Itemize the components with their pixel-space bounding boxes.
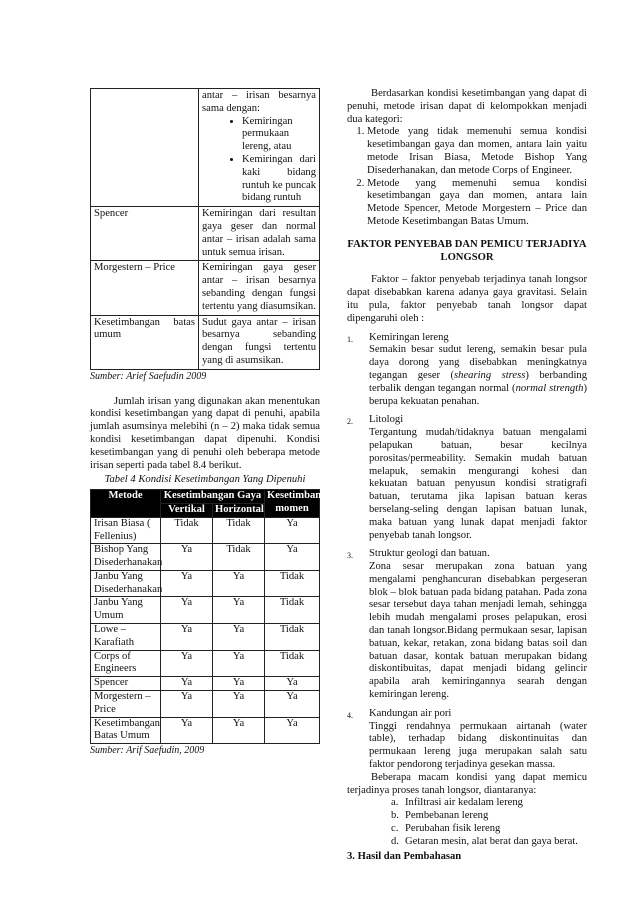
moment-cell: Tidak	[265, 650, 320, 677]
assumption-cell: Sudut gaya antar – irisan besarnya sebanding dengan fungsi tertentu yang di asumsikan.	[199, 315, 320, 369]
body-paragraph: Jumlah irisan yang digunakan akan menentukan kondisi kesetimbangan yang dapat di penuhi, apabila jumlah asumsinya melebihi (n – 2) maka tidak semua kondisi kesetimbangan dapat dipenuhi. Kondisi kesetimbangan yang di penuhi oleh beberapa metode irisan seperti pada tabel 8.4 berikut.	[90, 395, 320, 471]
assumption-cell: Kemiringan dari resultan gaya geser dan normal antar – irisan adalah sama untuk semua irisan.	[199, 207, 320, 261]
factor-title: Kandungan air pori	[369, 707, 452, 719]
list-item: a. Infiltrasi air kedalam lereng	[391, 797, 523, 809]
table-row	[91, 207, 320, 261]
list-item: d. Getaran mesin, alat berat dan gaya berat.	[391, 835, 578, 847]
moment-cell: Tidak	[265, 624, 320, 651]
table-row	[91, 677, 320, 691]
factor-body	[369, 548, 587, 702]
horizontal-cell: Tidak	[213, 544, 265, 571]
table-row	[91, 570, 320, 597]
vertical-cell: Ya	[161, 544, 213, 571]
horizontal-cell: Ya	[213, 650, 265, 677]
table-row	[91, 261, 320, 315]
left-column	[90, 88, 338, 758]
header-metode: Metode	[91, 490, 161, 518]
list-item: 1. Metode yang tidak memenuhi semua kondisi kesetimbangan gaya dan momen, antara lain yaitu metode Irisan Biasa, Metode Bishop Yang Disederhanakan, dan metode Corps of Engineer.	[367, 126, 587, 177]
header-gaya: Kesetimbangan Gaya	[161, 490, 265, 504]
category-list	[347, 126, 587, 228]
factor-number: 4.	[347, 710, 353, 720]
table-header-row	[91, 490, 320, 504]
horizontal-cell: Ya	[213, 570, 265, 597]
method-cell: Janbu Yang Disederhanakan	[91, 570, 161, 597]
moment-cell: Ya	[265, 517, 320, 544]
horizontal-cell: Ya	[213, 677, 265, 691]
slice-method-table	[90, 88, 320, 370]
moment-cell: Tidak	[265, 570, 320, 597]
factor-title: Kemiringan lereng	[369, 331, 449, 343]
factor-item	[347, 708, 587, 772]
horizontal-cell: Ya	[213, 717, 265, 744]
moment-cell: Ya	[265, 677, 320, 691]
factor-item	[347, 548, 587, 702]
header-vertikal: Vertikal	[161, 503, 213, 517]
table-row	[91, 650, 320, 677]
table-row	[91, 89, 320, 207]
body-paragraph: Faktor – faktor penyebab terjadinya tanah longsor dapat disebabkan karena adanya gaya gravitasi. Selain itu pula, faktor penyebab tanah longsor dapat dipengaruhi oleh :	[347, 274, 587, 324]
section-title: 3. Hasil dan Pembahasan	[347, 850, 462, 862]
moment-cell: Tidak	[265, 597, 320, 624]
method-cell: Janbu Yang Umum	[91, 597, 161, 624]
method-cell	[91, 89, 199, 207]
vertical-cell: Ya	[161, 691, 213, 718]
method-cell: Bishop Yang Disederhanakan	[91, 544, 161, 571]
table1-source: Sumber: Arief Saefudin 2009	[90, 370, 207, 382]
vertical-cell: Ya	[161, 677, 213, 691]
factor-body	[369, 414, 587, 542]
bullet-item: • Kemiringan permukaan lereng, atau	[242, 116, 316, 154]
table-row	[91, 717, 320, 744]
assumption-cell: antar – irisan besarnya sama dengan: • Kemiringan permukaan lereng, atau • Kemiringan dari kaki bidang runtuh ke puncak bidang runtuh	[199, 89, 320, 207]
method-cell: Kesetimbangan Batas Umum	[91, 717, 161, 744]
factor-text: Tinggi rendahnya permukaan airtanah (water table), terhadap bidang diskontinuitas dan permukaan lereng juga merupakan salah satu faktor pendorong terjadinya gesekan massa.	[369, 720, 587, 771]
horizontal-cell: Ya	[213, 691, 265, 718]
table-row	[91, 691, 320, 718]
list-item: c. Perubahan fisik lereng	[391, 823, 501, 835]
moment-cell: Ya	[265, 691, 320, 718]
factor-text: Semakin besar sudut lereng, semakin besar pula daya dorong yang disebabkan meningkatnya tegangan geser (shearing stress) berbanding terbalik dengan tegangan normal (normal strength) berupa kekuatan penahan.	[369, 344, 587, 407]
factor-title: Struktur geologi dan batuan.	[369, 548, 490, 560]
assumption-cell: Kemiringan gaya geser antar – irisan besarnya sebanding dengan fungsi tertentu yang diasumsikan.	[199, 261, 320, 315]
table-row	[91, 544, 320, 571]
vertical-cell: Tidak	[161, 517, 213, 544]
vertical-cell: Ya	[161, 717, 213, 744]
factor-text: Zona sesar merupakan zona batuan yang mengalami penghancuran disebabkan pergeseran blok – blok batuan pada bidang patahan. Pada zona sesar tersebut daya tahan menjadi lemah, sehingga lebih mudah mengalami proses pelapukan, erosi dan tanah longsor.Bidang permukaan sesar, lapisan batuan, kekar, retakan, zona bidang batas soil dan batuan dasar, kontak batuan merupakan bidang diskontibuitas, dapat menjadi bidang gelincir apabila arah kemiringannya searah dengan kemiringan lereng.	[369, 561, 587, 701]
factor-body	[369, 708, 587, 772]
horizontal-cell: Ya	[213, 624, 265, 651]
equilibrium-table	[90, 489, 338, 744]
factor-item	[347, 332, 587, 409]
right-column	[347, 88, 587, 863]
list-item: b. Pembebanan lereng	[391, 810, 489, 822]
assumption-bullets	[202, 116, 316, 206]
bullet-item: • Kemiringan dari kaki bidang runtuh ke puncak bidang runtuh	[242, 154, 316, 205]
horizontal-cell: Tidak	[213, 517, 265, 544]
trigger-list	[347, 797, 587, 848]
header-momen: Kesetimbangan momen	[265, 490, 320, 518]
factor-number: 1.	[347, 334, 353, 344]
method-cell: Irisan Biasa ( Fellenius)	[91, 517, 161, 544]
body-paragraph: Beberapa macam kondisi yang dapat memicu terjadinya proses tanah longsor, diantaranya:	[347, 771, 587, 796]
vertical-cell: Ya	[161, 597, 213, 624]
table-row	[91, 624, 320, 651]
vertical-cell: Ya	[161, 650, 213, 677]
table-row	[91, 597, 320, 624]
section-heading: FAKTOR PENYEBAB DAN PEMICU TERJADIYA LONGSOR	[347, 238, 587, 263]
method-cell: Morgestern – Price	[91, 691, 161, 718]
moment-cell: Ya	[265, 544, 320, 571]
factor-body	[369, 332, 587, 409]
vertical-cell: Ya	[161, 624, 213, 651]
method-cell: Spencer	[91, 677, 161, 691]
method-cell: Lowe – Karafiath	[91, 624, 161, 651]
table-caption: Tabel 4 Kondisi Kesetimbangan Yang Dipenuhi	[104, 474, 306, 486]
method-cell: Kesetimbangan batas umum	[91, 315, 199, 369]
header-horizontal: Horizontal	[213, 503, 265, 517]
factor-item	[347, 414, 587, 542]
method-cell: Morgestern – Price	[91, 261, 199, 315]
table2-source: Sumber: Arif Saefudin, 2009	[90, 745, 205, 757]
method-cell: Spencer	[91, 207, 199, 261]
method-cell: Corps of Engineers	[91, 650, 161, 677]
moment-cell: Ya	[265, 717, 320, 744]
vertical-cell: Ya	[161, 570, 213, 597]
horizontal-cell: Ya	[213, 597, 265, 624]
factor-text: Tergantung mudah/tidaknya batuan mengalami pelapukan batuan, besar kecilnya porositas/permeability. Semakin mudah batuan melapuk, semakin mengurangi kohesi dan kekuatan batuan penyusun kondisi stratigrafi batuan, terutama jika lapisan batuan keras berselang-seling dengan lapisan batuan lunak, maka batuan yang lunak dapat menjadi faktor penyebab tanah longsor.	[369, 427, 587, 541]
table-row	[91, 517, 320, 544]
table-row	[91, 315, 320, 369]
factor-title: Litologi	[369, 414, 404, 426]
factor-number: 2.	[347, 417, 353, 427]
factor-list	[347, 332, 587, 772]
body-paragraph: Berdasarkan kondisi kesetimbangan yang dapat di penuhi, metode irisan dapat di kelompokkan menjadi dua kategori:	[347, 88, 587, 125]
list-item: 2. Metode yang memenuhi semua kondisi kesetimbangan gaya dan momen, antara lain Metode Spencer, Metode Morgestern – Price dan Metode Kesetimbangan Batas Umum.	[367, 178, 587, 229]
factor-number: 3.	[347, 551, 353, 561]
